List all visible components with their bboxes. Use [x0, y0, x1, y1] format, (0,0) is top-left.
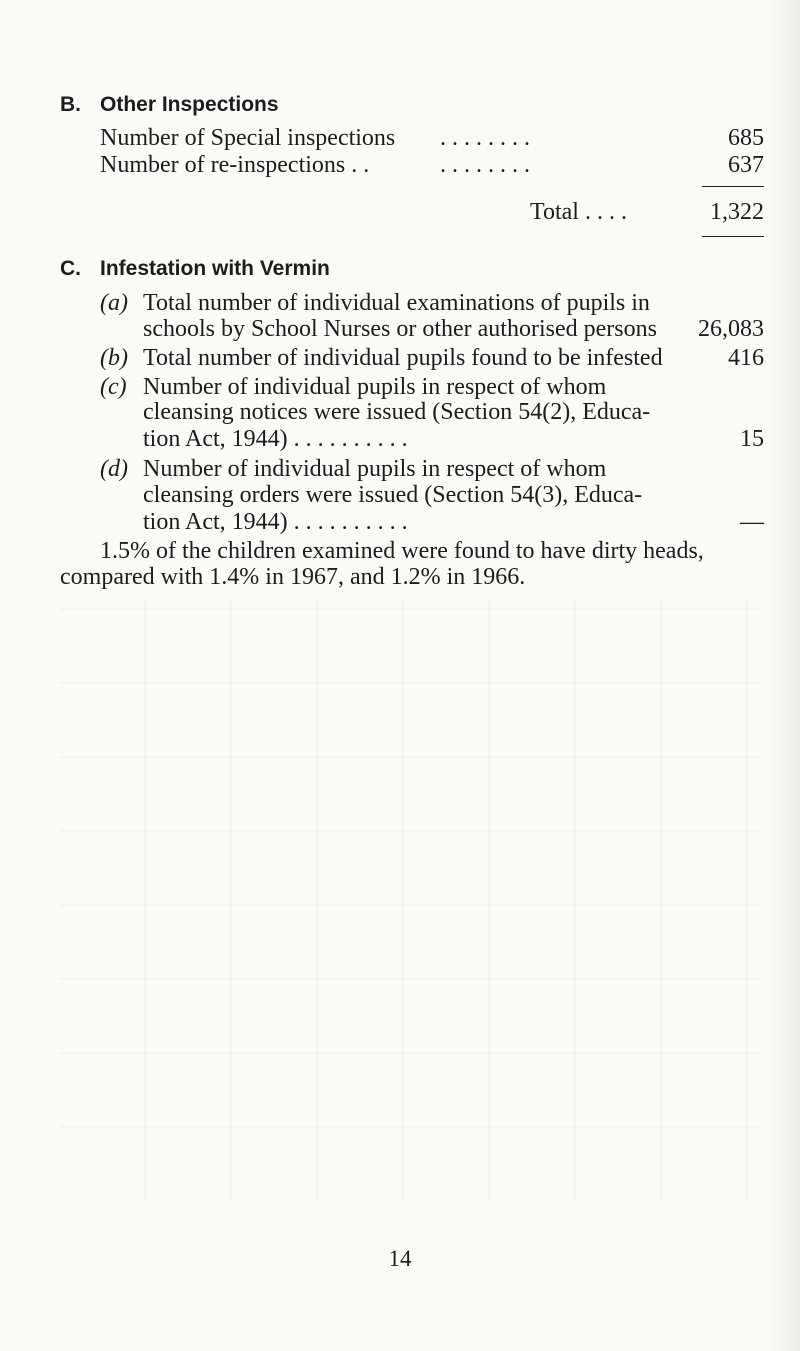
special-inspections-label: Number of Special inspections: [100, 125, 396, 151]
item-a-value: 26,083: [698, 316, 764, 342]
section-b-heading: [60, 93, 279, 117]
item-a-marker: (a): [100, 290, 128, 316]
item-c-line-2: cleansing notices were issued (Section 54(2), Educa-: [143, 399, 651, 425]
item-d-value: —: [740, 509, 764, 535]
item-c-value: 15: [740, 426, 764, 452]
page-edge-shadow: [766, 0, 800, 1351]
page-number: 14: [388, 1246, 412, 1271]
item-d-line-3: tion Act, 1944) . . . . . . . . . .: [143, 509, 408, 535]
summary-line-2: compared with 1.4% in 1967, and 1.2% in 1966.: [60, 564, 526, 590]
item-a-line-1: Total number of individual examinations of pupils in: [143, 290, 650, 316]
total-label: Total . . . .: [530, 199, 627, 225]
item-c-line-1: Number of individual pupils in respect of whom: [143, 374, 607, 400]
special-inspections-value: 685: [728, 125, 764, 151]
section-c-letter: C.: [60, 257, 81, 280]
item-d-line-1: Number of individual pupils in respect of whom: [143, 456, 607, 482]
total-value: 1,322: [710, 199, 764, 225]
item-c-line-3: tion Act, 1944) . . . . . . . . . .: [143, 426, 408, 452]
total-top-rule: [702, 186, 764, 187]
summary-line-1: 1.5% of the children examined were found to have dirty heads,: [100, 538, 704, 564]
section-b-title: Other Inspections: [100, 93, 279, 116]
item-d-marker: (d): [100, 456, 128, 482]
item-b-value: 416: [728, 345, 764, 371]
reinspections-value: 637: [728, 152, 764, 178]
item-b-line-1: Total number of individual pupils found to be infested: [143, 345, 663, 371]
reinspections-label: Number of re-inspections . .: [100, 152, 370, 178]
reinspections-leaders: . . . . . . . .: [440, 152, 530, 178]
item-c-marker: (c): [100, 374, 127, 400]
item-b-marker: (b): [100, 345, 128, 371]
section-c-title: Infestation with Vermin: [100, 257, 330, 280]
total-bottom-rule: [702, 236, 764, 237]
special-inspections-leaders: . . . . . . . .: [440, 125, 530, 151]
bleed-through-table: [60, 600, 760, 1200]
item-d-line-2: cleansing orders were issued (Section 54(3), Educa-: [143, 482, 643, 508]
item-a-line-2: schools by School Nurses or other authorised persons: [143, 316, 657, 342]
section-b-letter: B.: [60, 93, 81, 116]
section-c-heading: [60, 257, 330, 281]
